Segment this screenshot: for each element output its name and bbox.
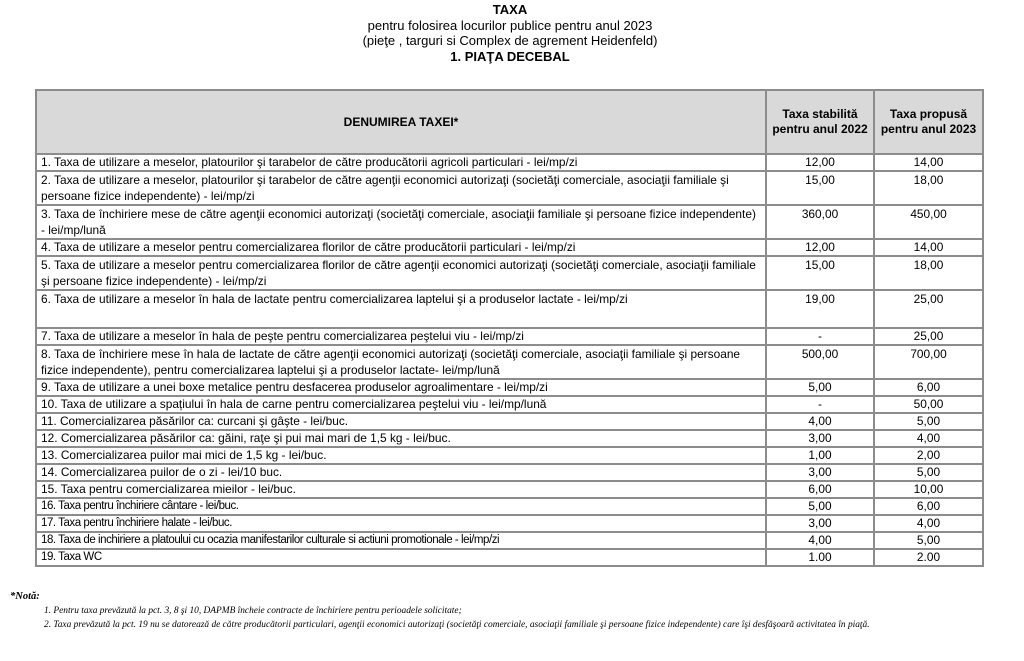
tax-2022: - (766, 396, 874, 413)
tax-2023: 18,00 (874, 256, 983, 290)
tax-2023: 4,00 (874, 515, 983, 532)
table-header-row (36, 90, 983, 154)
tax-2022: 15,00 (766, 256, 874, 290)
column-header-2022: Taxa stabilită pentru anul 2022 (766, 90, 874, 154)
tax-2022: 360,00 (766, 205, 874, 239)
tax-2023: 5,00 (874, 413, 983, 430)
table-row (36, 328, 983, 345)
tax-name: 15. Taxa pentru comercializarea mieilor - lei/buc. (36, 481, 766, 498)
tax-2022: 5,00 (766, 379, 874, 396)
tax-name: 5. Taxa de utilizare a meselor pentru comercializarea florilor de către agenţii economici autorizaţi (societăţi comerciale, asociaţii familiale şi persoane fizice independente) - lei/mp/zi (36, 256, 766, 290)
tax-name: 8. Taxa de închiriere mese în hala de lactate de către agenţii economici autorizaţi (societăţi comerciale, asociaţii familiale şi persoane fizice independente), pentru comercializarea laptelui şi a produselor lactate- lei/mp/lună (36, 345, 766, 379)
table-row (36, 239, 983, 256)
tax-2023: 2,00 (874, 447, 983, 464)
tax-2022: 1.00 (766, 549, 874, 566)
tax-name: 17. Taxa pentru închiriere halate - lei/buc. (36, 515, 766, 532)
tax-name: 11. Comercializarea păsărilor ca: curcani şi gâşte - lei/buc. (36, 413, 766, 430)
note-item: 2. Taxa prevăzută la pct. 19 nu se datorează de către producătorii particulari, agenţii economici autorizaţi (societăţi comerciale, asociaţii familiale şi persoane fizice independente) care îşi desfăşoară activitatea în piaţă. (44, 620, 870, 630)
table-row (36, 515, 983, 532)
tax-2022: 15,00 (766, 171, 874, 205)
tax-2022: 3,00 (766, 430, 874, 447)
tax-2023: 25,00 (874, 328, 983, 345)
tax-2023: 14,00 (874, 239, 983, 256)
document-subtitle-2: (pieţe , targuri si Complex de agrement Heidenfeld) (362, 33, 658, 48)
table-row (36, 464, 983, 481)
section-title: 1. PIAŢA DECEBAL (450, 48, 570, 64)
tax-2023: 5,00 (874, 532, 983, 549)
tax-2023: 14,00 (874, 154, 983, 171)
tax-name: 10. Taxa de utilizare a spațiului în hala de carne pentru comercializarea peştelui viu - lei/mp/lună (36, 396, 766, 413)
table-row (36, 396, 983, 413)
tax-2022: 4,00 (766, 532, 874, 549)
tax-2023: 10,00 (874, 481, 983, 498)
table-row (36, 549, 983, 566)
tax-2022: 5,00 (766, 498, 874, 515)
tax-name: 6. Taxa de utilizare a meselor în hala de lactate pentru comercializarea laptelui şi a produselor lactate - lei/mp/zi (36, 290, 766, 328)
tax-2022: 1,00 (766, 447, 874, 464)
tax-2022: 12,00 (766, 154, 874, 171)
table-row (36, 154, 983, 171)
tax-2023: 50,00 (874, 396, 983, 413)
table-row (36, 205, 983, 239)
note-item: 1. Pentru taxa prevăzută la pct. 3, 8 şi 10, DAPMB încheie contracte de închiriere pentru perioadele solicitate; (44, 606, 462, 616)
table-row (36, 171, 983, 205)
tax-2023: 2.00 (874, 549, 983, 566)
tax-name: 4. Taxa de utilizare a meselor pentru comercializarea florilor de către producătorii particulari - lei/mp/zi (36, 239, 766, 256)
table-row (36, 290, 983, 328)
tax-2023: 25,00 (874, 290, 983, 328)
tax-2022: 3,00 (766, 515, 874, 532)
table-row (36, 345, 983, 379)
tax-name: 9. Taxa de utilizare a unei boxe metalice pentru desfacerea produselor agroalimentare - lei/mp/zi (36, 379, 766, 396)
footnotes (10, 590, 1010, 632)
document-subtitle-1: pentru folosirea locurilor publice pentru anul 2023 (367, 17, 653, 33)
tax-2022: 3,00 (766, 464, 874, 481)
table-row (36, 498, 983, 515)
tax-name: 3. Taxa de închiriere mese de către agenţii economici autorizaţi (societăţi comerciale, asociaţii familiale şi persoane fizice independente) - lei/mp/lună (36, 205, 766, 239)
tax-2022: 12,00 (766, 239, 874, 256)
tax-2023: 6,00 (874, 379, 983, 396)
tax-name: 13. Comercializarea puilor mai mici de 1,5 kg - lei/buc. (36, 447, 766, 464)
table-row (36, 447, 983, 464)
tax-name: 16. Taxa pentru închiriere cântare - lei/buc. (36, 498, 766, 515)
tax-name: 7. Taxa de utilizare a meselor în hala de peşte pentru comercializarea peştelui viu - lei/mp/zi (36, 328, 766, 345)
tax-2023: 5,00 (874, 464, 983, 481)
tax-table (35, 89, 984, 567)
document-title: TAXA (492, 2, 528, 17)
tax-2023: 18,00 (874, 171, 983, 205)
tax-2022: 6,00 (766, 481, 874, 498)
column-header-name: DENUMIREA TAXEI* (36, 90, 766, 154)
tax-name: 14. Comercializarea puilor de o zi - lei/10 buc. (36, 464, 766, 481)
table-row (36, 413, 983, 430)
tax-2022: 500,00 (766, 345, 874, 379)
document-header (0, 2, 1020, 64)
tax-2023: 450,00 (874, 205, 983, 239)
tax-name: 2. Taxa de utilizare a meselor, platourilor şi tarabelor de către agenţii economici autorizaţi (societăţi comerciale, asociaţii familiale şi persoane fizice independente) - lei/mp/zi (36, 171, 766, 205)
tax-2023: 6,00 (874, 498, 983, 515)
tax-name: 18. Taxa de inchiriere a platoului cu ocazia manifestarilor culturale si actiuni promotionale - lei/mp/zi (36, 532, 766, 549)
table-row (36, 532, 983, 549)
tax-2023: 700,00 (874, 345, 983, 379)
tax-2022: 19,00 (766, 290, 874, 328)
table-row (36, 379, 983, 396)
table-row (36, 481, 983, 498)
column-header-2023: Taxa propusă pentru anul 2023 (874, 90, 983, 154)
notes-heading: *Notă: (10, 591, 40, 602)
tax-name: 19. Taxa WC (36, 549, 766, 566)
table-row (36, 256, 983, 290)
tax-2023: 4,00 (874, 430, 983, 447)
tax-name: 12. Comercializarea păsărilor ca: găini, raţe şi pui mai mari de 1,5 kg - lei/buc. (36, 430, 766, 447)
tax-2022: 4,00 (766, 413, 874, 430)
table-row (36, 430, 983, 447)
tax-2022: - (766, 328, 874, 345)
tax-name: 1. Taxa de utilizare a meselor, platourilor şi tarabelor de către producătorii agricoli particulari - lei/mp/zi (36, 154, 766, 171)
